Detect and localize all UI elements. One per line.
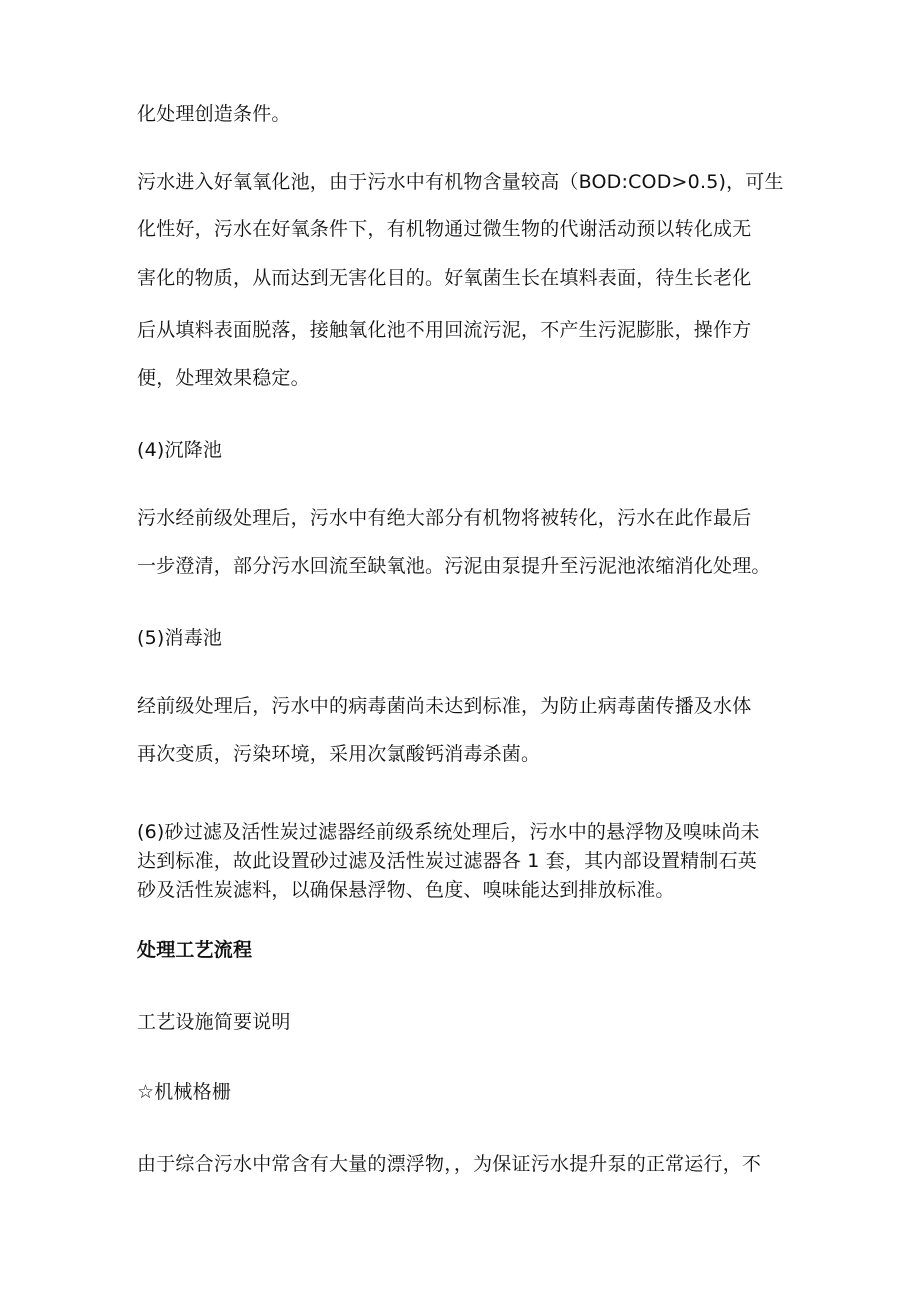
paragraph-line: 一步澄清，部分污水回流至缺氧池。污泥由泵提升至污泥池浓缩消化处理。	[137, 555, 771, 577]
paragraph-line: 化处理创造条件。	[137, 103, 291, 125]
section-heading: (5)消毒池	[137, 627, 223, 649]
section-heading: (4)沉降池	[137, 439, 223, 461]
paragraph-line: 污水经前级处理后，污水中有绝大部分有机物将被转化，污水在此作最后	[137, 507, 752, 529]
paragraph-line: 经前级处理后，污水中的病毒菌尚未达到标准，为防止病毒菌传播及水体	[137, 695, 752, 717]
subheading: 工艺设施简要说明	[137, 1011, 291, 1033]
paragraph-line: 达到标准，故此设置砂过滤及活性炭过滤器各 1 套，其内部设置精制石英	[137, 850, 757, 872]
paragraph-line: 后从填料表面脱落，接触氧化池不用回流污泥，不产生污泥膨胀，操作方	[137, 319, 752, 341]
paragraph-line: 便，处理效果稳定。	[137, 367, 310, 389]
list-heading: ☆机械格栅	[137, 1081, 232, 1103]
paragraph-line: (6)砂过滤及活性炭过滤器经前级系统处理后，污水中的悬浮物及嗅味尚未	[137, 821, 760, 843]
paragraph-line: 害化的物质，从而达到无害化目的。好氧菌生长在填料表面，待生长老化	[137, 267, 752, 289]
paragraph-line: 化性好，污水在好氧条件下，有机物通过微生物的代谢活动预以转化成无	[137, 218, 752, 240]
bold-heading: 处理工艺流程	[137, 939, 253, 961]
paragraph-line: 由于综合污水中常含有大量的漂浮物，，为保证污水提升泵的正常运行，不	[137, 1153, 762, 1175]
paragraph-line: 再次变质，污染环境，采用次氯酸钙消毒杀菌。	[137, 743, 541, 765]
paragraph-line: 污水进入好氧氧化池，由于污水中有机物含量较高（BOD:COD>0.5)，可生	[137, 171, 784, 193]
paragraph-line: 砂及活性炭滤料，以确保悬浮物、色度、嗅味能达到排放标准。	[137, 879, 675, 901]
